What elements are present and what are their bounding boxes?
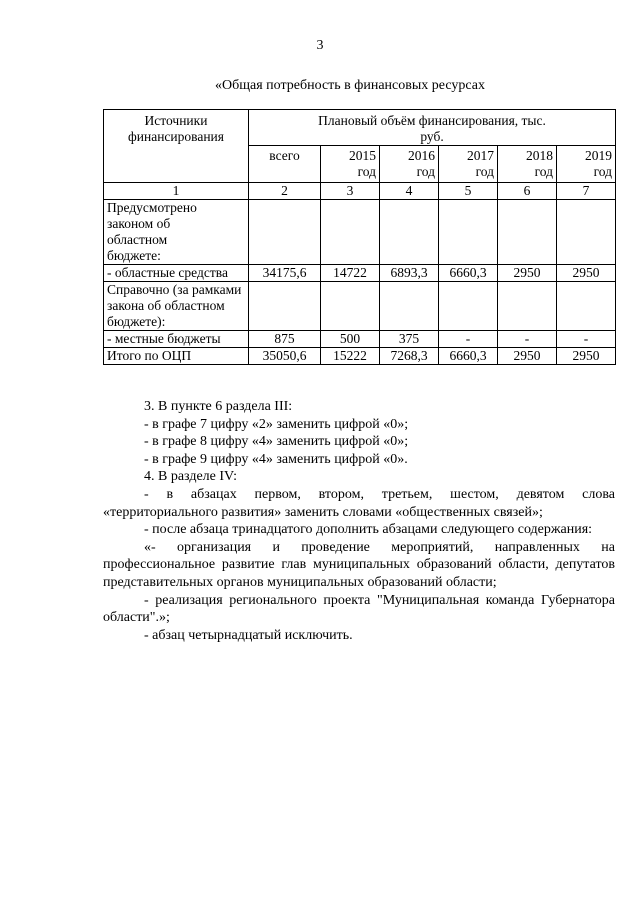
row-value	[249, 282, 321, 331]
header-year: 2018 год	[498, 146, 557, 183]
paragraph: 3. В пункте 6 раздела III:	[144, 399, 293, 414]
row-value	[439, 200, 498, 265]
column-number: 6	[498, 183, 557, 200]
row-value: -	[557, 331, 616, 348]
table-row	[104, 282, 616, 331]
paragraph: - после абзаца тринадцатого дополнить абзацами следующего содержания:	[144, 522, 593, 538]
row-value: 6660,3	[439, 348, 498, 365]
paragraph: «- организация и проведение мероприятий, направленных на профессиональное развитие глав муниципальных образований области, депутатов представительных органов муниципальных образований области;	[103, 539, 615, 590]
table-row	[104, 348, 616, 365]
body-text	[103, 398, 615, 644]
header-row-main	[104, 110, 616, 146]
row-value: 500	[321, 331, 380, 348]
row-value	[249, 200, 321, 265]
row-value	[498, 200, 557, 265]
table-row	[104, 265, 616, 282]
header-total: всего	[249, 146, 321, 183]
row-value	[380, 200, 439, 265]
paragraph: - в графе 7 цифру «2» заменить цифрой «0»;	[144, 416, 409, 432]
row-value: 34175,6	[249, 265, 321, 282]
row-value	[557, 200, 616, 265]
column-number: 1	[104, 183, 249, 200]
paragraph: - в графе 8 цифру «4» заменить цифрой «0»;	[144, 434, 409, 450]
column-number: 7	[557, 183, 616, 200]
header-year: 2015 год	[321, 146, 380, 183]
paragraph: - в абзацах первом, втором, третьем, шестом, девятом слова «территориального развития» заменить словами «общественных связей»;	[103, 486, 615, 520]
row-value: 7268,3	[380, 348, 439, 365]
row-value	[557, 282, 616, 331]
paragraph: - в графе 9 цифру «4» заменить цифрой «0».	[144, 451, 408, 467]
column-number: 4	[380, 183, 439, 200]
row-value: 2950	[498, 265, 557, 282]
row-value: 875	[249, 331, 321, 348]
row-value	[321, 200, 380, 265]
row-value: 2950	[557, 348, 616, 365]
header-year: 2016 год	[380, 146, 439, 183]
row-value: 2950	[557, 265, 616, 282]
paragraph: - абзац четырнадцатый исключить.	[144, 627, 353, 643]
row-value	[380, 282, 439, 331]
row-value: 14722	[321, 265, 380, 282]
column-number: 5	[439, 183, 498, 200]
row-value: 6893,3	[380, 265, 439, 282]
row-value: -	[439, 331, 498, 348]
row-value	[321, 282, 380, 331]
row-value	[439, 282, 498, 331]
header-year: 2019 год	[557, 146, 616, 183]
row-value: 35050,6	[249, 348, 321, 365]
paragraph: - реализация регионального проекта "Муниципальная команда Губернатора области".»;	[103, 592, 615, 626]
row-label: - областные средства	[104, 265, 249, 282]
column-number: 2	[249, 183, 321, 200]
table-title: «Общая потребность в финансовых ресурсах	[215, 78, 485, 93]
table-row	[104, 331, 616, 348]
header-source: Источники финансирования	[104, 110, 249, 183]
row-label: Справочно (за рамками закона об областном бюджете):	[104, 282, 249, 331]
financing-table	[103, 109, 616, 365]
column-number-row	[104, 183, 616, 200]
row-value	[498, 282, 557, 331]
row-label: Предусмотрено законом об областном бюджете:	[104, 200, 249, 265]
row-label: Итого по ОЦП	[104, 348, 249, 365]
row-value: 15222	[321, 348, 380, 365]
header-year: 2017 год	[439, 146, 498, 183]
page-number: 3	[316, 38, 324, 53]
row-value: 2950	[498, 348, 557, 365]
header-plan: Плановый объём финансирования, тыс. руб.	[249, 110, 616, 146]
row-value: -	[498, 331, 557, 348]
row-label: - местные бюджеты	[104, 331, 249, 348]
paragraph: 4. В разделе IV:	[144, 469, 237, 485]
row-value: 375	[380, 331, 439, 348]
column-number: 3	[321, 183, 380, 200]
row-value: 6660,3	[439, 265, 498, 282]
table-row	[104, 200, 616, 265]
